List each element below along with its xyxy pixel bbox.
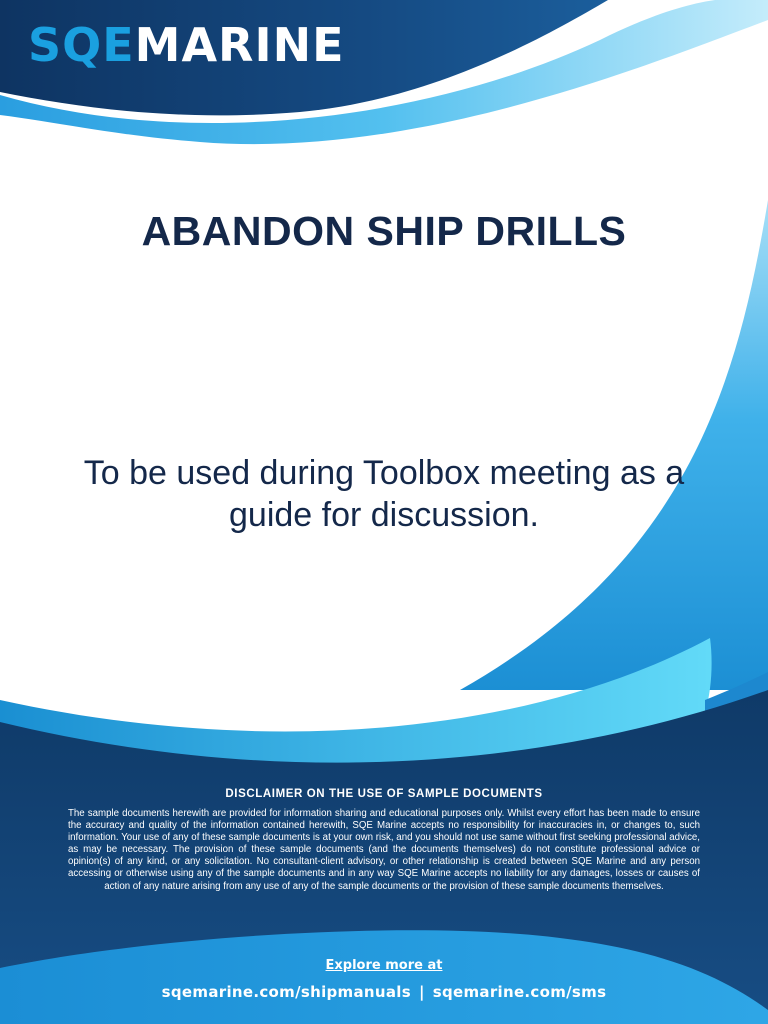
link-separator: | — [418, 983, 425, 1001]
sqe-marine-logo — [28, 18, 345, 72]
disclaimer-body: The sample documents herewith are provided for information sharing and educational purposes only. Whilst every effort has been made to ensure the accuracy and quality of the information contained herewith, SQE Marine accepts no responsibility for inaccuracies in, or changes to, such information. Your use of any of these sample documents is at your own risk, and you should not use same without first seeking professional advice, as may be necessary. The provision of these sample documents (and the documents themselves) do not constitute professional advice or opinion(s) of any kind, or any solicitation. No consultant-client advisory, or other relationship is created between SQE Marine and any person accessing or otherwise using any of the sample documents and in any way SQE Marine accepts no liability for any damages, losses or causes of action of any nature arising from any use of any of the sample documents or the provision of these sample documents themselves. — [68, 808, 700, 892]
logo-sqe-text: SQE — [28, 18, 135, 72]
logo-marine-text: MARINE — [134, 18, 345, 72]
shipmanuals-link[interactable]: sqemarine.com/shipmanuals — [161, 983, 411, 1001]
explore-more-link[interactable]: Explore more at — [325, 958, 443, 973]
document-title: ABANDON SHIP DRILLS — [141, 208, 627, 254]
sms-link[interactable]: sqemarine.com/sms — [432, 983, 607, 1001]
footer-links — [0, 983, 768, 1001]
document-subtitle: To be used during Toolbox meeting as a guide for discussion. — [83, 454, 685, 534]
disclaimer-heading: DISCLAIMER ON THE USE OF SAMPLE DOCUMENTS — [225, 788, 543, 800]
